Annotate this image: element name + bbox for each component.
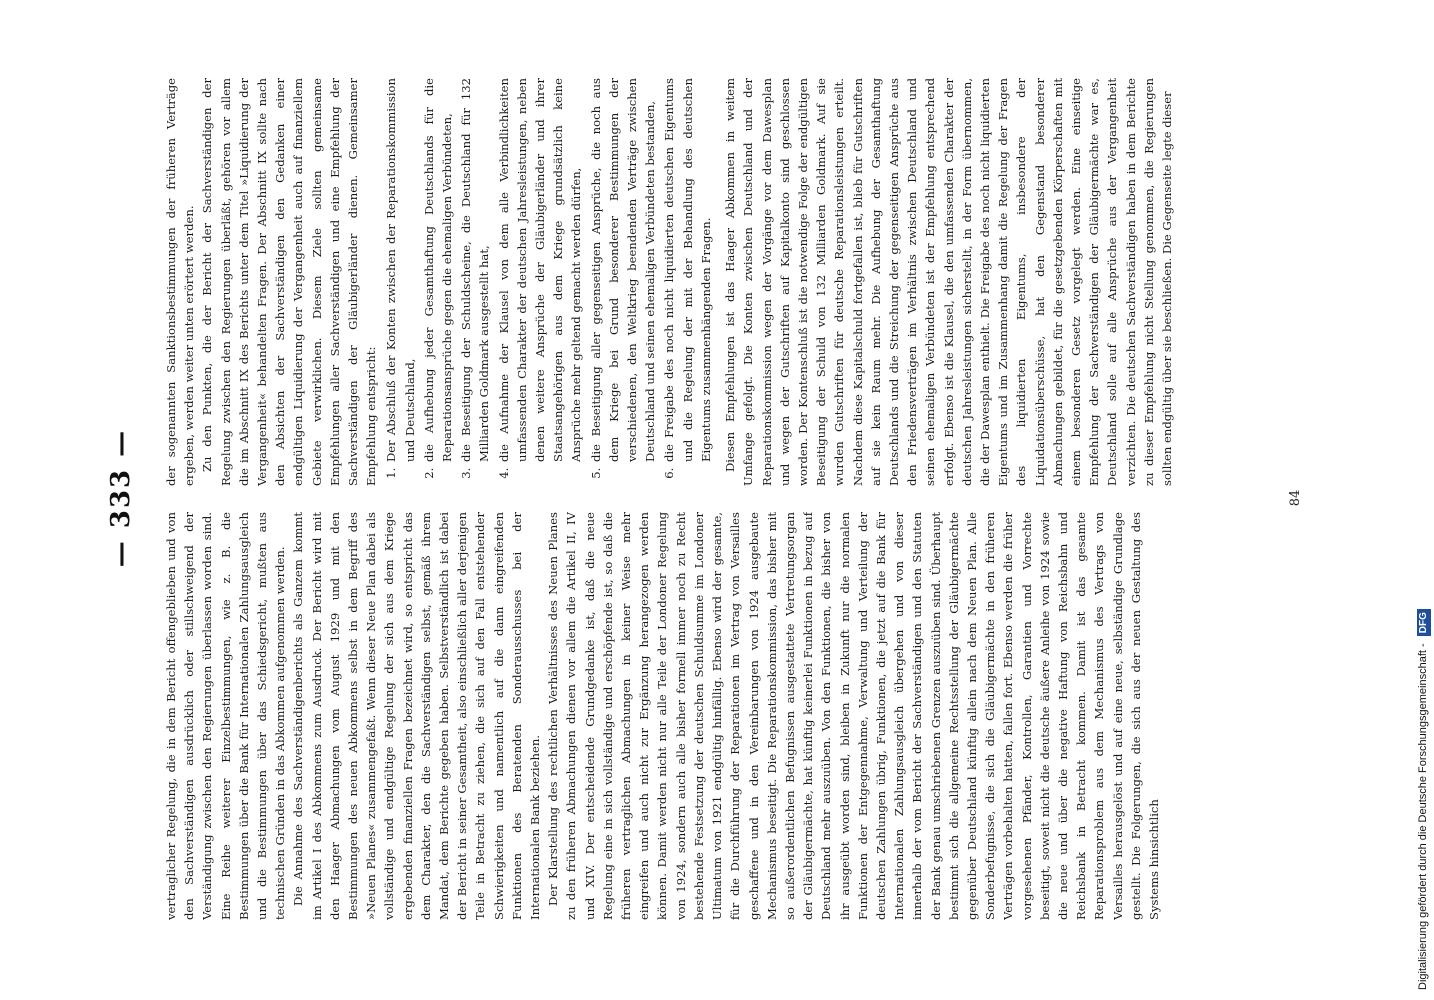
paragraph: Die Annahme des Sachverständigenberichts als Ganzem kommt im Artikel I des Abkommens zum Ausdruck. Der Bericht wird mit den Haager Abmachungen vom August 1929 und mit den Bestimmungen des neuen Abkommens selbst in dem Begriff des »Neuen Planes« zusammengefaßt. Wenn dieser Neue Plan dabei als vollständige und endgültige Regelung der sich aus dem Kriege ergebenden finanziellen Fragen bezeichnet wird, so entspricht das dem Charakter, den die Sachverständigen selbst, gemäß ihrem Mandat, dem Berichte gegeben haben. Selbstverständlich ist dabei der Bericht in seiner Gesamtheit, also einschließlich aller derjenigen Teile in Betracht zu ziehen, die sich auf den Fall entstehender Schwierigkeiten und namentlich auf die dann eingreifenden Funktionen des Beratenden Sonderausschusses bei der Internationalen Bank beziehen.	[291, 512, 543, 920]
paragraph: Diesen Empfehlungen ist das Haager Abkommen in weitem Umfange gefolgt. Die Konten zwischen Deutschland und der Reparationskommission wegen der Vorgänge vor dem Dawesplan und wegen der Gutschriften auf Kapitalkonto sind geschlossen worden. Der Kontenschluß ist die notwendige Folge der endgültigen Beseitigung der Schuld von 132 Milliarden Goldmark. Auf sie wurden Gutschriften für deutsche Reparationsleistungen erteilt. Nachdem diese Kapitalschuld fortgefallen ist, blieb für Gutschriften auf sie kein Raum mehr. Die Aufhebung der Gesamthaftung Deutschlands und die Streichung der gegenseitigen Ansprüche aus den Friedensverträgen im Verhältnis zwischen Deutschland und seinen ehemaligen Verbündeten ist der Empfehlung entsprechend erfolgt. Ebenso ist die Klausel, die den umfassenden Charakter der deutschen Jahresleistungen sicherstellt, in der Form übernommen, die der Dawesplan enthielt. Die Freigabe des noch nicht liquidierten Eigentums und im Zusammenhang damit die Regelung der Fragen des liquidierten Eigentums, insbesondere der Liquidationsüberschüsse, hat den Gegenstand besonderer Abmachungen gebildet, für die gesetzgebenden Körperschaften mit einem besonderen Gesetz vorgelegt werden. Eine einseitige Empfehlung der Sachverständigen der Gläubigermächte war es, Deutschland solle auf alle Ansprüche aus der Vergangenheit verzichten. Die deutschen Sachverständigen haben in dem Berichte zu dieser Empfehlung nicht Stellung genommen, die Regierungen sollten endgültig über sie beschließen. Die Gegenseite legte dieser	[723, 78, 1174, 486]
list-item: 4. die Aufnahme der Klausel von dem alle Verbindlichkeiten umfassenden Charakter der deutschen Jahresleistungen, neben denen weitere Ansprüche der Gläubigerländer und ihrer Staatsangehörigen aus dem Kriege grundsätzlich keine Ansprüche mehr geltend gemacht werden dürfen,	[495, 78, 586, 464]
list-item: 1. Der Abschluß der Konten zwischen der Reparationskommission und Deutschland,	[382, 78, 418, 464]
numbered-list	[382, 78, 715, 486]
digitization-notice	[1412, 0, 1434, 990]
digitization-notice-text: Digitalisierung gefördert durch die Deutsche Forschungsgemeinschaft -	[1417, 643, 1429, 990]
paragraph: Der Klarstellung des rechtlichen Verhältnisses des Neuen Planes zu den früheren Abmachungen dienen vor allem die Artikel II, IV und XIV. Der entscheidende Grundgedanke ist, daß die neue Regelung eine in sich vollständige und erschöpfende ist, so daß die früheren vertraglichen Abmachungen in keiner Weise mehr eingreifen und auch nicht zur Ergänzung herangezogen werden können. Damit werden nicht nur alle Teile der Londoner Regelung von 1924, sondern auch alle bisher formell immer noch zu Recht bestehende Festsetzung der deutschen Schuldsumme im Londoner Ultimatum von 1921 endgültig hinfällig. Ebenso wird der gesamte, für die Durchführung der Reparationen im Vertrag von Versailles geschaffene und in den Vereinbarungen von 1924 ausgebaute Mechanismus beseitigt. Die Reparationskommission, das bisher mit so außerordentlichen Befugnissen ausgestattete Vertretungsorgan der Gläubigermächte, hat künftig keinerlei Funktionen in bezug auf Deutschland mehr auszuüben. Von den Funktionen, die bisher von ihr ausgeübt worden sind, bleiben in Zukunft nur die normalen Funktionen der Entgegennahme, Verwaltung und Verteilung der deutschen Zahlungen übrig, Funktionen, die jetzt auf die Bank für Internationalen Zahlungsausgleich übergehen und von dieser innerhalb der vom Bericht der Sachverständigen und den Statuten der Bank genau umschriebenen Grenzen auszuüben sind. Überhaupt bestimmt sich die allgemeine Rechtsstellung der Gläubigermächte gegenüber Deutschland künftig allein nach dem Neuen Plan. Alle Sonderbefugnisse, die sich die Gläubigermächte in den früheren Verträgen vorbehalten hatten, fallen fort. Ebenso werden die früher vorgesehenen Pfänder, Kontrollen, Garantien und Vorrechte beseitigt, soweit nicht die deutsche äußere Anleihe von 1924 sowie die neue und über die negative Haftung von Reichsbahn und Reichsbank in Betracht kommen. Damit ist das gesamte Reparationsproblem aus dem Mechanismus des Vertrags von Versailles herausgelöst und auf eine neue, selbständige Grundlage gestellt. Die Folgerungen, die sich aus der neuen Gestaltung des Systems hinsichtlich	[546, 512, 1161, 920]
paragraph: der sogenannten Sanktionsbestimmungen der früheren Verträge ergeben, werden weiter unten erörtert werden.	[164, 78, 197, 486]
page-number: — 333 —	[106, 428, 136, 568]
list-item: 3. die Beseitigung der Schuldscheine, die Deutschland für 132 Milliarden Goldmark ausgestellt hat,	[457, 78, 493, 464]
list-item: 6. die Freigabe des noch nicht liquidierten deutschen Eigentums und die Regelung der mit der Behandlung des deutschen Eigentums zusammenhängenden Fragen.	[660, 78, 715, 464]
list-item: 2. die Aufhebung jeder Gesamthaftung Deutschlands für die Reparationsansprüche gegen die ehemaligen Verbündeten,	[420, 78, 456, 464]
right-column	[162, 78, 1302, 486]
paragraph: vertraglicher Regelung, die in dem Bericht offengeblieben und von den Sachverständigen ausdrücklich oder stillschweigend der Verständigung zwischen den Regierungen überlassen worden sind. Eine Reihe weiterer Einzelbestimmungen, wie z. B. die Bestimmungen über die Bank für Internationalen Zahlungsausgleich und die Bestimmungen über das Schiedsgericht, mußten aus technischen Gründen in das Abkommen aufgenommen werden.	[164, 512, 288, 920]
rotated-page	[100, 68, 1310, 928]
dfg-logo: DFG	[1417, 609, 1431, 636]
footer-page-number: 84	[1288, 489, 1303, 507]
left-column	[162, 512, 1302, 920]
paragraph: Zu den Punkten, die der Bericht der Sachverständigen der Regelung zwischen den Regierungen überläßt, gehören vor allem die im Abschnitt IX des Berichts unter dem Titel »Liquidierung der Vergangenheit« behandelten Fragen. Der Abschnitt IX sollte nach den Absichten der Sachverständigen den Gedanken einer endgültigen Liquidierung der Vergangenheit auch auf finanziellem Gebiete verwirklichen. Diesem Ziele sollten gemeinsame Empfehlungen aller Sachverständigen und eine Empfehlung der Sachverständigen der Gläubigerländer dienen. Gemeinsamer Empfehlung entspricht:	[200, 78, 379, 486]
list-item: 5. die Beseitigung aller gegenseitigen Ansprüche, die noch aus dem Kriege bei Grund besonderer Bestimmungen der verschiedenen, den Weltkrieg beendenden Verträge zwischen Deutschland und seinen ehemaligen Verbündeten bestanden,	[587, 78, 660, 464]
